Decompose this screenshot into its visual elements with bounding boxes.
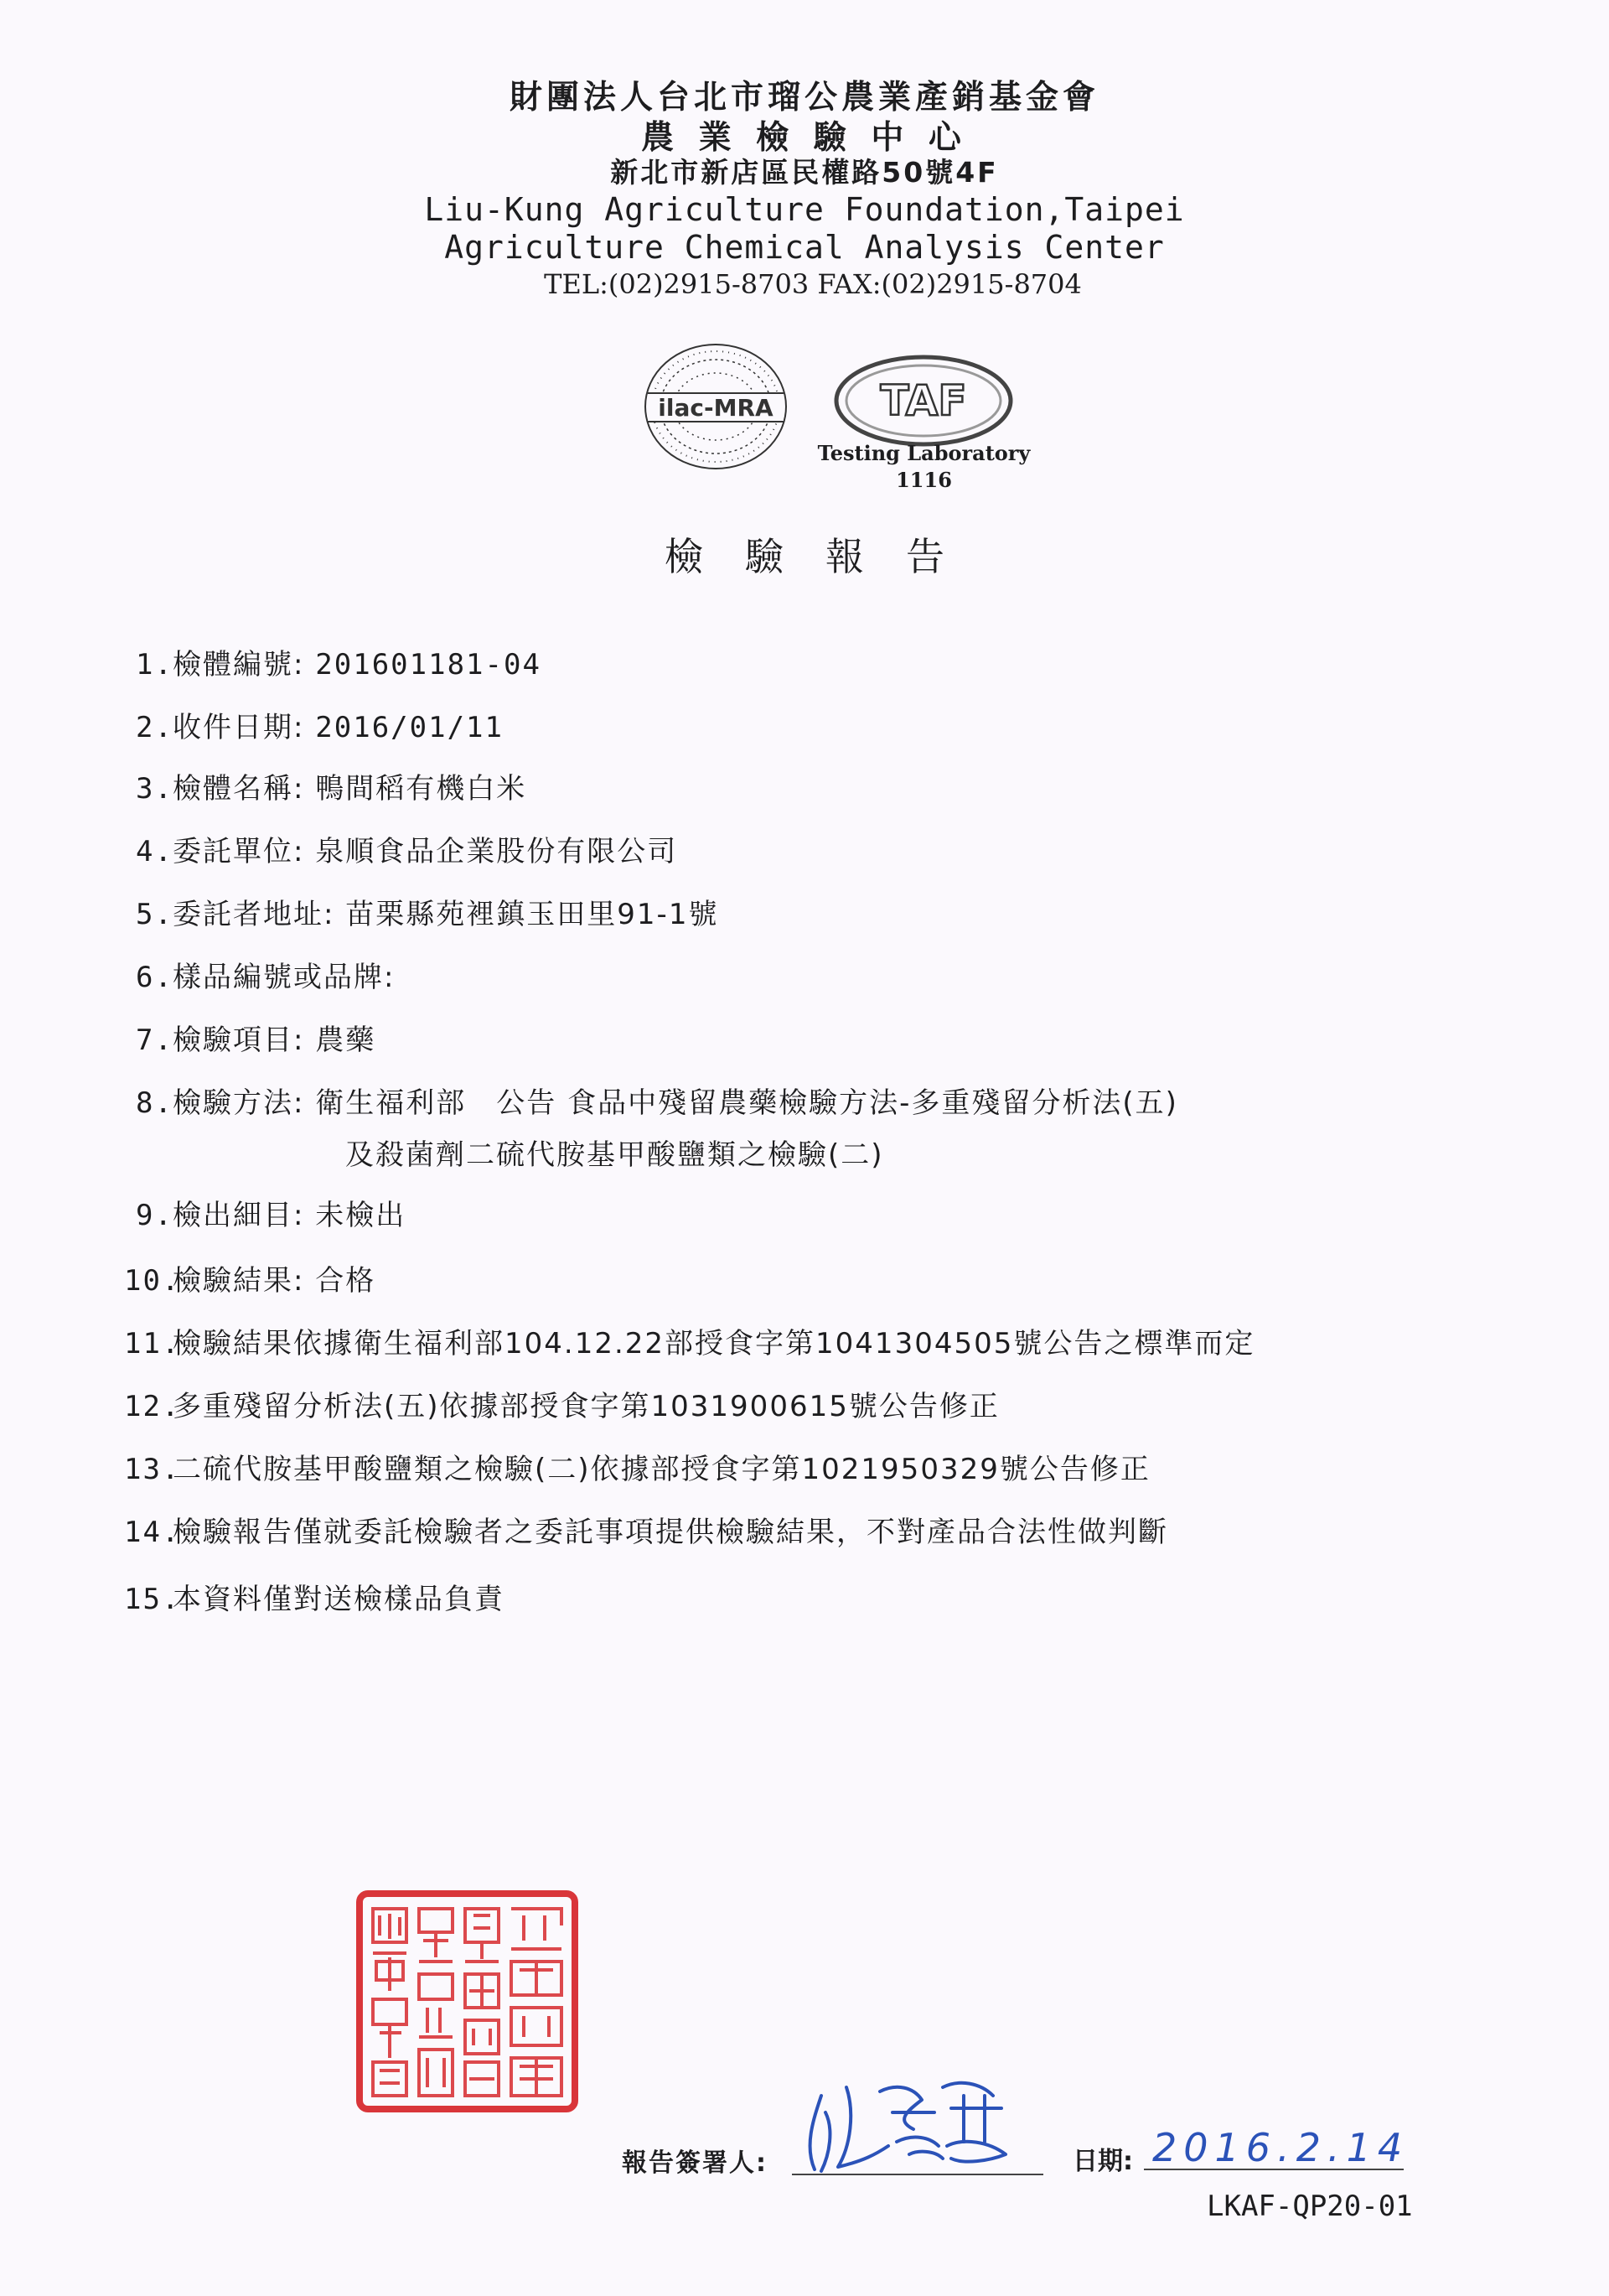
contact-info: TEL:(02)2915-8703 FAX:(02)2915-8704 xyxy=(544,268,1082,300)
item-label: 檢驗結果依據衛生福利部104.12.22部授食字第1041304505號公告之標準而定 xyxy=(173,1327,1255,1360)
item-value: 未檢出 xyxy=(315,1199,406,1232)
report-title: 檢驗報告 xyxy=(665,534,986,579)
note-11: 11.檢驗結果依據衛生福利部104.12.22部授食字第1041304505號公告之標準而定 xyxy=(124,1327,1255,1360)
item-value: 農藥 xyxy=(315,1024,376,1057)
item-label: 樣品編號或品牌: xyxy=(173,961,396,994)
item-sample-name: 3.檢體名稱: 鴨間稻有機白米 xyxy=(136,772,527,806)
item-value: 泉順食品企業股份有限公司 xyxy=(315,835,678,868)
item-receive-date: 2.收件日期: 2016/01/11 xyxy=(136,711,504,744)
signatory-label: 報告簽署人: xyxy=(622,2148,768,2178)
item-value: 鴨間稻有機白米 xyxy=(315,772,527,806)
address-cn: 新北市新店區民權路50號4F xyxy=(610,156,999,189)
item-client: 4.委託單位: 泉順食品企業股份有限公司 xyxy=(136,835,678,868)
note-12: 12.多重殘留分析法(五)依據部授食字第1031900615號公告修正 xyxy=(124,1390,1000,1423)
item-label: 檢體名稱: xyxy=(173,772,305,806)
item-label: 二硫代胺基甲酸鹽類之檢驗(二)依據部授食字第1021950329號公告修正 xyxy=(173,1453,1151,1486)
item-value: 衛生福利部 公告 食品中殘留農藥檢驗方法-多重殘留分析法(五) xyxy=(315,1086,1178,1120)
item-label: 本資料僅對送檢樣品負責 xyxy=(173,1583,504,1616)
item-client-address: 5.委託者地址: 苗栗縣苑裡鎮玉田里91-1號 xyxy=(136,898,719,931)
item-test-method-cont: 及殺菌劑二硫代胺基甲酸鹽類之檢驗(二) xyxy=(345,1138,884,1172)
taf-caption xyxy=(804,440,1043,494)
date-label: 日期: xyxy=(1073,2147,1133,2176)
svg-text:ilac-MRA: ilac-MRA xyxy=(658,394,773,422)
item-label: 檢驗報告僅就委託檢驗者之委託事項提供檢驗結果，不對產品合法性做判斷 xyxy=(173,1516,1168,1549)
taf-caption-line1: Testing Laboratory xyxy=(817,441,1031,465)
item-value: 2016/01/11 xyxy=(315,711,504,744)
item-sample-no: 1.檢體編號: 201601181-04 xyxy=(136,648,541,682)
item-label: 檢驗結果: xyxy=(173,1264,305,1298)
item-value: 201601181-04 xyxy=(315,648,541,682)
note-15: 15.本資料僅對送檢樣品負責 xyxy=(124,1583,504,1616)
item-result: 10.檢驗結果: 合格 xyxy=(124,1264,376,1298)
signed-date: 2016.2.14 xyxy=(1152,2125,1410,2170)
item-value: 合格 xyxy=(315,1264,376,1298)
item-test-method: 8.檢驗方法: 衛生福利部 公告 食品中殘留農藥檢驗方法-多重殘留分析法(五) xyxy=(136,1086,1178,1120)
item-label: 檢驗項目: xyxy=(173,1024,305,1057)
item-label: 收件日期: xyxy=(173,711,305,744)
item-detected: 9.檢出細目: 未檢出 xyxy=(136,1199,406,1232)
note-14: 14.檢驗報告僅就委託檢驗者之委託事項提供檢驗結果，不對產品合法性做判斷 xyxy=(124,1516,1168,1549)
item-label: 檢驗方法: xyxy=(173,1086,305,1120)
svg-text:TAF: TAF xyxy=(880,376,967,425)
handwritten-signature xyxy=(796,2062,1039,2179)
item-label: 委託單位: xyxy=(173,835,305,868)
document-code: LKAF-QP20-01 xyxy=(1207,2190,1413,2223)
taf-caption-line2: 1116 xyxy=(896,468,952,492)
item-label: 多重殘留分析法(五)依據部授食字第1031900615號公告修正 xyxy=(173,1390,1000,1423)
official-seal xyxy=(356,1890,578,2112)
item-sample-brand: 6.樣品編號或品牌: xyxy=(136,961,396,994)
ilac-mra-logo xyxy=(641,339,790,474)
center-name-cn: 農 業 檢 驗 中 心 xyxy=(641,119,968,157)
item-label: 檢出細目: xyxy=(173,1199,305,1232)
item-test-item: 7.檢驗項目: 農藥 xyxy=(136,1024,376,1057)
center-name-en: Agriculture Chemical Analysis Center xyxy=(444,229,1165,266)
item-label: 委託者地址: xyxy=(173,898,335,931)
note-13: 13.二硫代胺基甲酸鹽類之檢驗(二)依據部授食字第1021950329號公告修正 xyxy=(124,1453,1151,1486)
item-value: 苗栗縣苑裡鎮玉田里91-1號 xyxy=(345,898,719,931)
taf-logo xyxy=(834,355,1014,447)
org-name-en: Liu-Kung Agriculture Foundation,Taipei xyxy=(424,191,1185,228)
accreditation-logos xyxy=(0,331,1609,507)
item-label: 檢體編號: xyxy=(173,648,305,682)
org-name-cn: 財團法人台北市瑠公農業產銷基金會 xyxy=(509,79,1099,117)
